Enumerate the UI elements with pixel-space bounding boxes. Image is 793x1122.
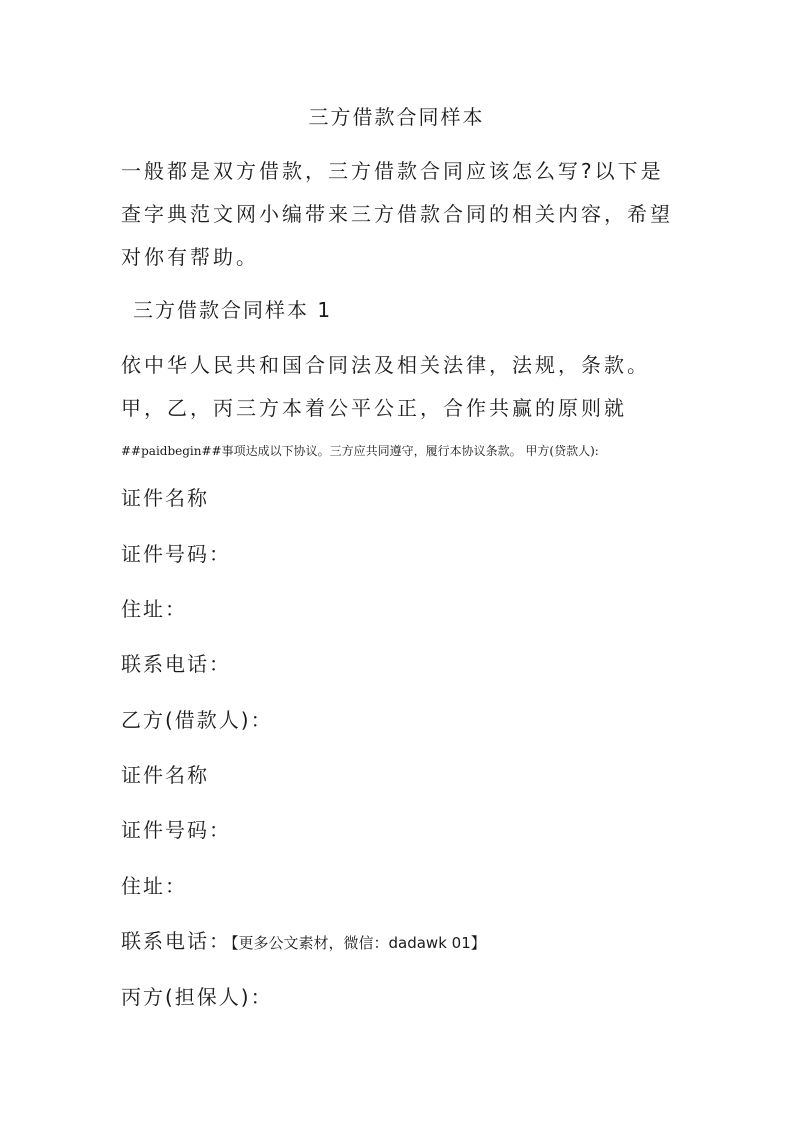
party-b-heading: 乙方(借款人)： xyxy=(121,708,273,732)
contract-paragraph: 依中华人民共和国合同法及相关法律，法规，条款。甲，乙，丙三方本着公平公正，合作共赢的原则就 xyxy=(121,353,650,420)
party-a-id-number-field: 证件号码： xyxy=(121,542,231,566)
party-b-phone-label: 联系电话： xyxy=(121,929,231,953)
small-print-line: ##paidbegin##事项达成以下协议。三方应共同遵守，履行本协议条款。 甲方(贷款人): xyxy=(121,444,599,458)
section-heading: 三方借款合同样本 1 xyxy=(133,298,333,322)
party-a-id-name-field: 证件名称 xyxy=(121,486,209,510)
party-b-id-name-field: 证件名称 xyxy=(121,763,209,787)
party-b-phone-field xyxy=(121,926,486,958)
party-c-heading: 丙方(担保人)： xyxy=(121,985,273,1009)
intro-paragraph: 一般都是双方借款，三方借款合同应该怎么写?以下是查字典范文网小编带来三方借款合同的相关内容，希望对你有帮助。 xyxy=(121,159,673,269)
party-a-address-field: 住址： xyxy=(121,597,187,621)
document-title: 三方借款合同样本 xyxy=(308,105,485,129)
party-b-address-field: 住址： xyxy=(121,874,187,898)
contact-note: 【更多公文素材，微信：dadawk 01】 xyxy=(231,934,486,952)
party-b-id-number-field: 证件号码： xyxy=(121,818,231,842)
party-a-phone-field: 联系电话： xyxy=(121,652,231,676)
